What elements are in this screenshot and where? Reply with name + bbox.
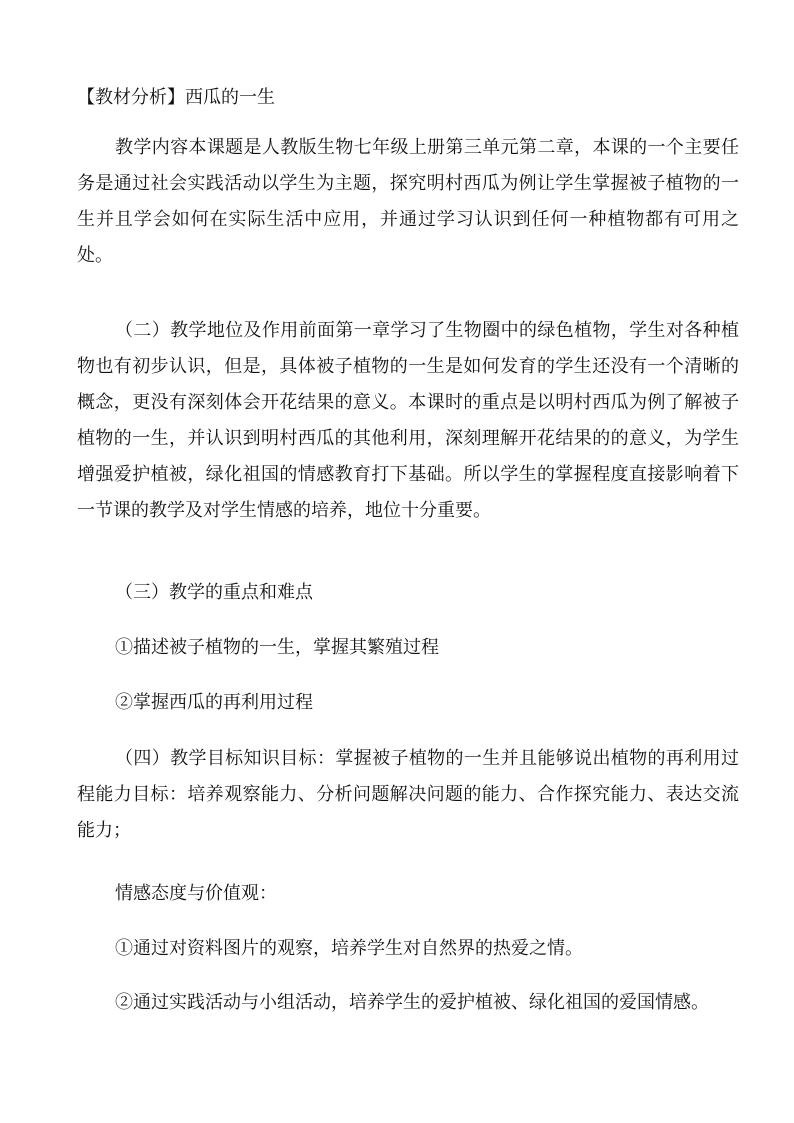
paragraph-emotion-heading: 情感态度与价值观： [115,883,277,904]
paragraph-emotion-goal-2: ②通过实践活动与小组活动，培养学生的爱护植被、绿化祖国的爱国情感。 [115,992,709,1013]
paragraph-content-analysis: 教学内容本课题是人教版生物七年级上册第三单元第二章，本课的一个主要任务是通过社会实践活动以学生为主题，探究明村西瓜为例让学生掌握被子植物的一生并且学会如何在实际生活中应用，并通过学习认识到任何一种植物都有可用之处。 [77,137,739,266]
paragraph-emotion-goal-1: ①通过对资料图片的观察，培养学生对自然界的热爱之情。 [115,938,583,959]
paragraph-key-point-1: ①描述被子植物的一生，掌握其繁殖过程 [115,637,439,658]
paragraph-teaching-goals: （四）教学目标知识目标：掌握被子植物的一生并且能够说出植物的再利用过程能力目标：培养观察能力、分析问题解决问题的能力、合作探究能力、表达交流能力； [77,748,739,841]
document-title: 【教材分析】西瓜的一生 [77,87,275,108]
paragraph-teaching-position: （二）教学地位及作用前面第一章学习了生物圈中的绿色植物，学生对各种植物也有初步认识，但是，具体被子植物的一生是如何发育的学生还没有一个清晰的概念，更没有深刻体会开花结果的意义。本课时的重点是以明村西瓜为例了解被子植物的一生，并认识到明村西瓜的其他利用，深刻理解开花结果的的意义，为学生增强爱护植被，绿化祖国的情感教育打下基础。所以学生的掌握程度直接影响着下一节课的教学及对学生情感的培养，地位十分重要。 [77,320,739,521]
paragraph-key-points-heading: （三）教学的重点和难点 [115,582,313,603]
paragraph-key-point-2: ②掌握西瓜的再利用过程 [115,692,313,713]
